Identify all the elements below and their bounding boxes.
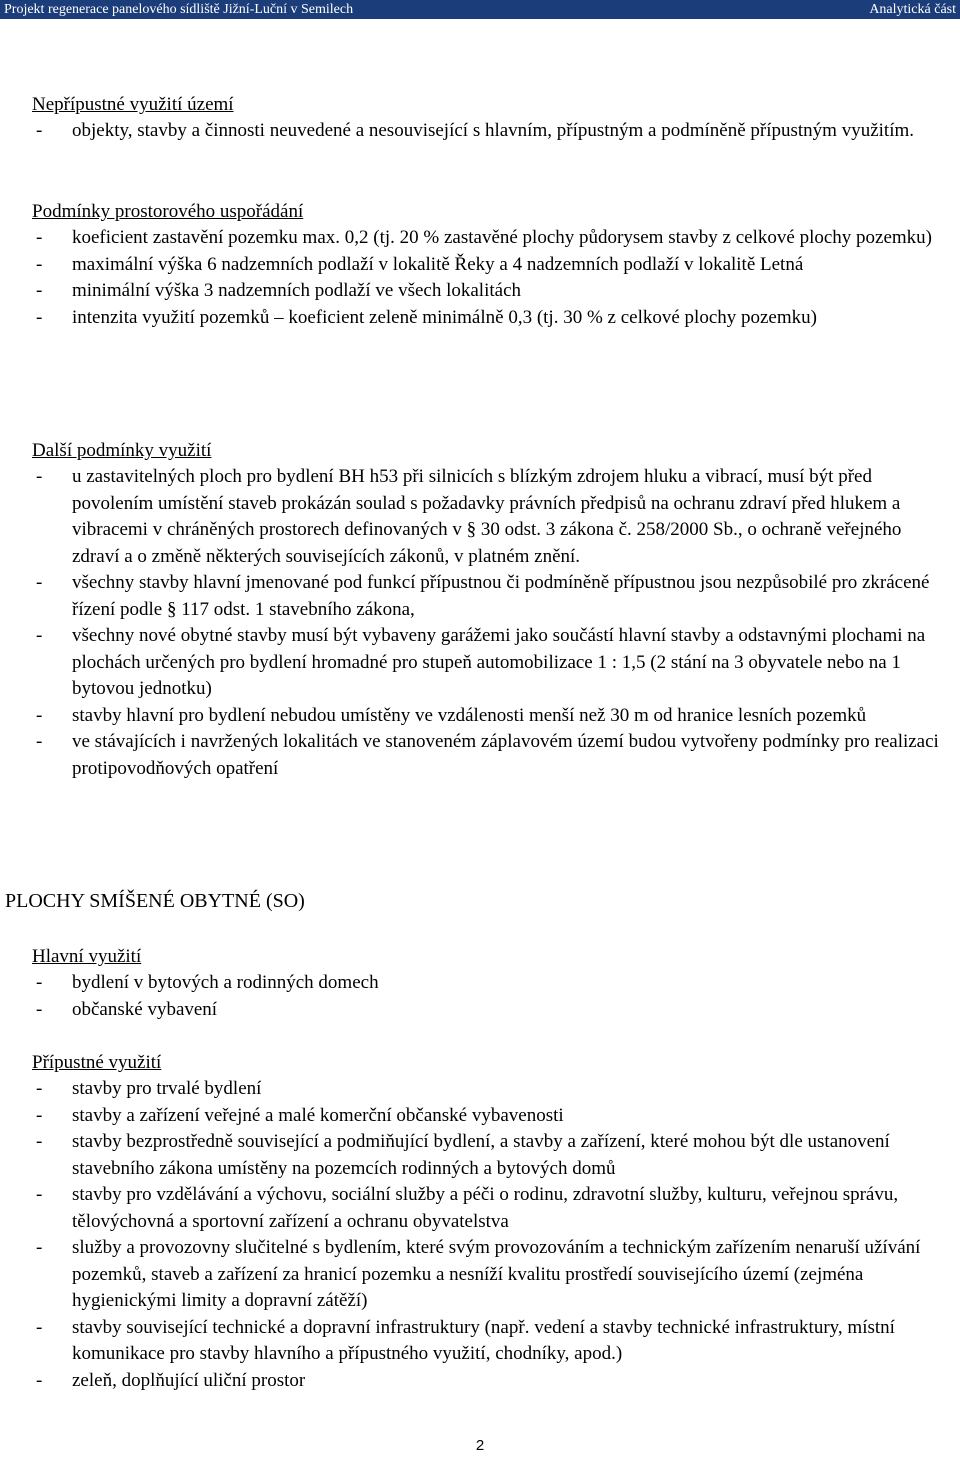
list-item: [32, 252, 942, 279]
list-item-text: služby a provozovny slučitelné s bydlením, které svým provozováním a technickým zařízením nenaruší užívání pozemků, staveb a zařízení za hranicí pozemku a nesníží kvalitu prostředí souvisejícího území (zejména hygienickými limity a dopravní zátěží): [72, 1237, 921, 1311]
bullet-dash: -: [36, 998, 43, 1020]
running-header: [0, 0, 960, 19]
bullet-dash: -: [36, 972, 43, 993]
section-hlavni-vyuziti: [32, 944, 942, 1023]
bullet-dash: -: [36, 704, 43, 726]
list-item: [32, 118, 942, 145]
list-item-text: všechny stavby hlavní jmenované pod funkcí přípustnou či podmíněně přípustnou jsou nezpůsobilé pro zkrácené řízení podle § 117 odst. 1 stavebního zákona,: [72, 572, 930, 620]
bullet-dash: -: [36, 625, 43, 646]
section-heading: Podmínky prostorového uspořádání: [32, 201, 304, 222]
section-heading: Nepřípustné využití území: [32, 94, 234, 115]
list-item-text: ve stávajících i navržených lokalitách ve stanoveném záplavovém území budou vytvořeny podmínky pro realizaci protipovodňových opatření: [72, 731, 939, 779]
list-item-text: maximální výška 6 nadzemních podlaží v lokalitě Řeky a 4 nadzemních podlaží v lokalitě Letná: [72, 253, 804, 275]
list-item: [32, 225, 942, 252]
list-item: [32, 997, 942, 1024]
section-heading: Hlavní využití: [32, 946, 142, 967]
list-item: [32, 970, 942, 997]
bullet-dash: -: [36, 280, 43, 301]
list-item: [32, 703, 942, 730]
section-heading: Další podmínky využití: [32, 440, 212, 461]
header-document-title: Projekt regenerace panelového sídliště Jižní-Luční v Semilech: [4, 2, 354, 17]
list-item: [32, 1182, 942, 1235]
list-item: [32, 1368, 942, 1395]
list-item: [32, 729, 942, 782]
list-item: [32, 305, 942, 332]
list-item-text: u zastavitelných ploch pro bydlení BH h53 při silnicích s blízkým zdrojem hluku a vibrací, musí být před povolením umístění staveb prokázán soulad s požadavky právních předpisů na ochranu zdraví před hlukem a vibracemi v chráněných prostorech definovaných v § 30 odst. 3 zákona č. 258/2000 Sb., o ochraně veřejného zdraví a o změně některých souvisejících zákonů, v platném znění.: [72, 466, 902, 567]
list-item: [32, 1103, 942, 1130]
section-neprípustne-vyuziti: [32, 92, 942, 145]
list-item-text: stavby hlavní pro bydlení nebudou umístěny ve vzdálenosti menší než 30 m od hranice lesních pozemků: [72, 704, 867, 726]
bullet-dash: -: [36, 306, 43, 328]
bullet-dash: -: [36, 1104, 43, 1126]
list-item-text: objekty, stavby a činnosti neuvedené a nesouvisející s hlavním, přípustným a podmíněně přípustným využitím.: [72, 120, 915, 141]
list-item-text: stavby pro vzdělávání a výchovu, sociální služby a péči o rodinu, zdravotní služby, kulturu, veřejnou správu, tělovýchovná a sportovní zařízení a ochranu obyvatelstva: [72, 1184, 899, 1232]
bullet-dash: -: [36, 731, 43, 752]
list-item-text: zeleň, doplňující uliční prostor: [72, 1369, 306, 1391]
list-item-text: stavby a zařízení veřejné a malé komerční občanské vybavenosti: [72, 1104, 564, 1126]
section-dalsi-podminky-vyuziti: [32, 438, 942, 782]
list-item-text: občanské vybavení: [72, 998, 218, 1020]
bullet-dash: -: [36, 1237, 43, 1258]
list-item: [32, 464, 942, 570]
list-item: [32, 278, 942, 305]
list-item-text: koeficient zastavění pozemku max. 0,2 (tj. 20 % zastavěné plochy půdorysem stavby z celkové plochy pozemku): [72, 227, 933, 248]
header-section-name: Analytická část: [869, 2, 956, 17]
list-item-text: intenzita využití pozemků – koeficient zeleně minimálně 0,3 (tj. 30 % z celkové plochy pozemku): [72, 306, 817, 328]
list-item-text: bydlení v bytových a rodinných domech: [72, 972, 379, 993]
list-item: [32, 1235, 942, 1315]
bullet-dash: -: [36, 1184, 43, 1205]
bullet-dash: -: [36, 227, 43, 248]
bullet-dash: -: [36, 1131, 43, 1152]
list-item: [32, 1129, 942, 1182]
list-item: [32, 1315, 942, 1368]
list-item-text: minimální výška 3 nadzemních podlaží ve všech lokalitách: [72, 280, 522, 301]
page-number: 2: [475, 1437, 485, 1454]
bullet-dash: -: [36, 572, 43, 593]
bullet-dash: -: [36, 120, 43, 141]
bullet-dash: -: [36, 1316, 43, 1338]
list-item-text: stavby pro trvalé bydlení: [72, 1078, 262, 1099]
list-item-text: všechny nové obytné stavby musí být vybaveny garážemi jako součástí hlavní stavby a odstavnými plochami na plochách určených pro bydlení hromadné pro stupeň automobilizace 1 : 1,5 (2 stání na 3 obyvatele nebo na 1 bytovou jednotku): [72, 625, 926, 699]
section-title: PLOCHY SMÍŠENÉ OBYTNÉ (SO): [5, 890, 305, 912]
list-item: [32, 570, 942, 623]
list-item: [32, 1076, 942, 1103]
section-heading: Přípustné využití: [32, 1052, 162, 1073]
list-item-text: stavby bezprostředně související a podmiňující bydlení, a stavby a zařízení, které mohou být dle ustanovení stavebního zákona umístěny na pozemcích rodinných a bytových domů: [72, 1131, 890, 1179]
list-item: [32, 623, 942, 703]
bullet-dash: -: [36, 466, 43, 487]
bullet-dash: -: [36, 1078, 43, 1099]
list-item-text: stavby související technické a dopravní infrastruktury (např. vedení a stavby technické infrastruktury, místní komunikace pro stavby hlavního a přípustného využití, chodníky, apod.): [72, 1316, 895, 1364]
bullet-dash: -: [36, 253, 43, 275]
section-podminky-prostoroveho-usporadani: [32, 199, 942, 331]
section-pripustne-vyuziti: [32, 1050, 942, 1394]
bullet-dash: -: [36, 1369, 43, 1391]
